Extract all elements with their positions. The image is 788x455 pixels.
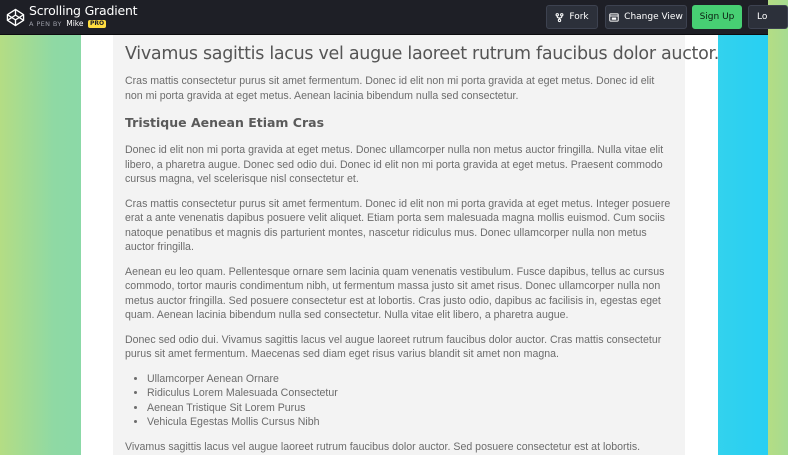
- author-link[interactable]: Mike: [66, 19, 84, 28]
- article-paragraph: Donec sed odio dui. Vivamus sagittis lacus vel augue laoreet rutrum faucibus dolor auctor. Cras mattis consectetur purus sit amet fermentum. Maecenas sed diam eget risus varius blandit sit amet non magna.: [125, 333, 662, 360]
- log-in-button[interactable]: [748, 5, 788, 29]
- article-paragraph: Donec id elit non mi porta gravida at eget metus. Donec ullamcorper nulla non metus auctor fringilla. Nulla vitae elit libero, a pharetra augue. Donec sed odio dui. Donec id elit non mi porta gravida at eget metus. Praesent commodo cursus magna, vel scelerisque nisl consectetur et.: [125, 144, 664, 185]
- fork-label: Fork: [569, 12, 589, 22]
- article-intro: Cras mattis consectetur purus sit amet fermentum. Donec id elit non mi porta gravida at eget metus. Donec id elit non mi porta gravida at eget metus. Aenean lacinia bibendum nulla sed consectetur.: [125, 75, 655, 102]
- article-panel[interactable]: [113, 35, 720, 455]
- article-list: [125, 372, 673, 430]
- change-view-icon: [609, 13, 619, 22]
- list-item: • Vehicula Egestas Mollis Cursus Nibh: [147, 415, 673, 430]
- fork-button[interactable]: [546, 5, 598, 29]
- content-card: [81, 35, 718, 455]
- article-heading: Vivamus sagittis lacus vel augue laoreet rutrum faucibus dolor auctor.: [125, 44, 720, 64]
- list-item: • Aenean Tristique Sit Lorem Purus: [147, 401, 673, 416]
- pen-title: Scrolling Gradient: [29, 3, 138, 18]
- codepen-logo-icon[interactable]: [6, 8, 25, 27]
- article-paragraph: Cras mattis consectetur purus sit amet fermentum. Donec id elit non mi porta gravida at eget metus. Integer posuere erat a ante venenatis dapibus posuere velit aliquet. Etiam porta sem malesuada magna mollis euismod. Cum sociis natoque penatibus et magnis dis parturient montes, nascetur ridiculus mus. Donec ullamcorper nulla non metus auctor fringilla.: [125, 197, 671, 253]
- article: [113, 35, 720, 454]
- pro-badge: PRO: [89, 20, 105, 27]
- list-item: • Ullamcorper Aenean Ornare: [147, 372, 673, 387]
- pen-byline: [29, 19, 106, 28]
- sign-up-button[interactable]: [692, 5, 742, 29]
- sign-up-label: Sign Up: [699, 12, 735, 22]
- article-subheading: Tristique Aenean Etiam Cras: [125, 115, 325, 130]
- top-bar: [0, 0, 768, 35]
- log-in-label: Lo: [757, 12, 768, 22]
- article-paragraph: Aenean eu leo quam. Pellentesque ornare sem lacinia quam venenatis vestibulum. Fusce dapibus, tellus ac cursus commodo, tortor mauris condimentum nibh, ut fermentum massa justo sit amet risus. Donec ullamcorper nulla non metus auctor fringilla. Sed posuere consectetur est at lobortis. Cras justo odio, dapibus ac facilisis in, egestas eget quam. Aenean lacinia bibendum nulla sed consectetur. Nulla vitae elit libero, a pharetra augue.: [125, 265, 665, 321]
- change-view-label: Change View: [624, 12, 683, 22]
- byline-prefix: A PEN BY: [29, 20, 62, 28]
- change-view-button[interactable]: [605, 5, 687, 29]
- fork-icon: [555, 13, 564, 22]
- list-item: • Ridiculus Lorem Malesuada Consectetur: [147, 386, 673, 401]
- article-trailing-paragraph: Vivamus sagittis lacus vel augue laoreet rutrum faucibus dolor auctor. Sed posuere consectetur est at lobortis.: [125, 440, 641, 453]
